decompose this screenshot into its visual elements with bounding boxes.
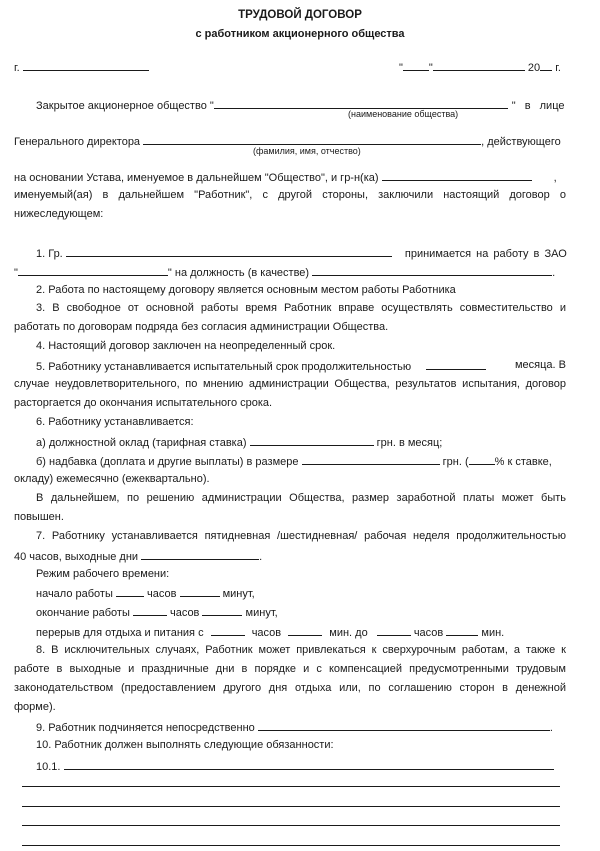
start-hours-blank[interactable] (116, 586, 144, 597)
clause-10: 10. Работник должен выполнять следующие обязанности: (36, 739, 334, 751)
break-hours-2: часов (413, 627, 444, 639)
city-prefix: г. (14, 62, 20, 74)
clause-6a (36, 435, 442, 450)
clause-1-text: принимается на работу в ЗАО (404, 248, 567, 260)
work-end-line (36, 605, 278, 620)
break-from-minutes-blank[interactable] (288, 625, 322, 636)
duty-blank-1[interactable] (64, 759, 554, 770)
clause-6c-line-2: повышен. (14, 511, 64, 523)
director-end: , действующего (481, 136, 561, 148)
clause-6b-text: б) надбавка (доплата и другие выплаты) в размере (36, 456, 299, 468)
clause-5-line-1 (36, 359, 566, 374)
duty-blank-4[interactable] (22, 825, 560, 826)
duty-blank-3[interactable] (22, 806, 560, 807)
work-start-line (36, 586, 255, 601)
clause-6a-text: а) должностной оклад (тарифная ставка) (36, 437, 247, 449)
work-regime-label: Режим рабочего времени: (36, 568, 170, 580)
city-blank[interactable] (23, 60, 149, 71)
clause-7-text: 40 часов, выходные дни (14, 551, 139, 563)
clause-8-line-1: 8. В исключительных случаях, Работник может привлекаться к сверхурочным работам, а также к (36, 644, 566, 656)
clause-1-name-blank[interactable] (66, 246, 392, 257)
director-label: Генерального директора (14, 136, 141, 148)
bonus-percent-blank[interactable] (469, 454, 495, 465)
end-minutes-blank[interactable] (202, 605, 242, 616)
clause-5-line-2: случае неудовлетворительного, по мнению администрации Общества, результатов испытания, договор (14, 378, 566, 390)
company-label: Закрытое акционерное общество " (36, 100, 214, 112)
intro-text-3: нижеследующем: (14, 208, 104, 220)
date-quote-open: " (399, 62, 403, 74)
clause-3-line-2: работать по договорам подряда без согласия администрации Общества. (14, 321, 389, 333)
supervisor-blank[interactable] (258, 720, 550, 731)
clause-1-quote: " (14, 267, 18, 279)
clause-6b-line-2: окладу) ежемесячно (ежеквартально). (14, 473, 210, 485)
clause-1-company-blank[interactable] (18, 265, 168, 276)
break-minutes-end: мин. (481, 627, 505, 639)
clause-8-line-4: форме). (14, 701, 56, 713)
city-line (14, 60, 149, 75)
clause-7-line-1: 7. Работнику устанавливается пятидневная /шестидневная/ рабочая неделя продолжительностью (36, 530, 566, 542)
day-blank[interactable] (403, 60, 429, 71)
clause-7-line-2 (14, 549, 262, 564)
clause-1-position-blank[interactable] (312, 265, 552, 276)
basis-text: на основании Устава, именуемое в дальнейшем "Общество", и гр-н(ка) (14, 172, 379, 184)
clause-8-line-2: работе в выходные и праздничные дни в порядке и с компенсацией предусмотренными трудовым (14, 663, 566, 675)
clause-7-end: . (259, 551, 263, 563)
clause-6: 6. Работнику устанавливается: (36, 416, 194, 428)
clause-6b-percent: % к ставке, (494, 456, 552, 468)
company-name-blank[interactable] (214, 98, 508, 109)
clause-6b-currency: грн. ( (442, 456, 469, 468)
salary-blank[interactable] (250, 435, 374, 446)
month-blank[interactable] (433, 60, 525, 71)
duty-blank-5[interactable] (22, 845, 560, 846)
break-hours-1: часов (251, 627, 282, 639)
clause-10-1-label: 10.1. (36, 761, 61, 773)
clause-5-months: месяца. В (514, 359, 566, 371)
clause-9-text: 9. Работник подчиняется непосредственно (36, 722, 255, 734)
intro-text-2: именуемый(ая) в дальнейшем "Работник", с другой стороны, заключили настоящий договор о (14, 189, 566, 201)
clause-1-line-1 (36, 246, 567, 261)
date-line (399, 60, 561, 75)
clause-4: 4. Настоящий договор заключен на неопределенный срок. (36, 340, 336, 352)
date-year: 20 (527, 62, 541, 74)
clause-1-end: . (552, 267, 556, 279)
clause-6a-currency: грн. в месяц; (376, 437, 443, 449)
company-line (36, 98, 563, 113)
year-blank[interactable] (540, 60, 552, 71)
duty-blank-2[interactable] (22, 786, 560, 787)
company-caption: (наименование общества) (348, 109, 459, 119)
break-line (36, 625, 504, 640)
basis-end: , (553, 172, 557, 184)
probation-months-blank[interactable] (426, 359, 486, 370)
start-minutes-blank[interactable] (180, 586, 220, 597)
work-end-minutes: минут, (245, 607, 278, 619)
document-subtitle: с работником акционерного общества (195, 28, 405, 40)
clause-1-position-label: " на должность (в качестве) (167, 267, 310, 279)
clause-5-line-3: расторгается до окончания испытательного срока. (14, 397, 273, 409)
document-title: ТРУДОВОЙ ДОГОВОР (238, 9, 362, 21)
work-start-minutes: минут, (222, 588, 255, 600)
clause-8-line-3: законодательством (предоставлением другого дня отдыха или, по соглашению сторон в денежной (14, 682, 566, 694)
break-label: перерыв для отдыха и питания с (36, 627, 204, 639)
clause-6c-line-1: В дальнейшем, по решению администрации Общества, размер заработной платы может быть (36, 492, 566, 504)
work-start-hours: часов (147, 588, 177, 600)
employee-name-blank[interactable] (382, 170, 532, 181)
clause-1-line-2 (14, 265, 555, 280)
break-to-hours-blank[interactable] (377, 625, 411, 636)
basis-line (14, 170, 557, 185)
bonus-amount-blank[interactable] (302, 454, 440, 465)
work-start-label: начало работы (36, 588, 113, 600)
date-quote-close: " (428, 62, 433, 74)
work-end-label: окончание работы (36, 607, 130, 619)
clause-1-label: 1. Гр. (36, 248, 63, 260)
work-end-hours: часов (169, 607, 200, 619)
clause-6b (36, 454, 566, 469)
clause-3-line-1: 3. В свободное от основной работы время Работник вправе осуществлять совместительство и (36, 302, 566, 314)
break-from-hours-blank[interactable] (211, 625, 245, 636)
clause-2: 2. Работа по настоящему договору является основным местом работы Работника (36, 284, 456, 296)
break-minutes-until: мин. до (329, 627, 368, 639)
clause-9-end: . (549, 722, 553, 734)
company-end: " в лице (511, 100, 565, 112)
director-caption: (фамилия, имя, отчество) (253, 146, 361, 156)
clause-10-1 (36, 759, 554, 774)
director-name-blank[interactable] (143, 134, 481, 145)
days-off-blank[interactable] (141, 549, 259, 560)
break-to-minutes-blank[interactable] (446, 625, 478, 636)
end-hours-blank[interactable] (133, 605, 167, 616)
clause-9 (36, 720, 553, 735)
date-suffix: г. (555, 62, 561, 74)
clause-5-text: 5. Работнику устанавливается испытательный срок продолжительностью (36, 361, 412, 373)
